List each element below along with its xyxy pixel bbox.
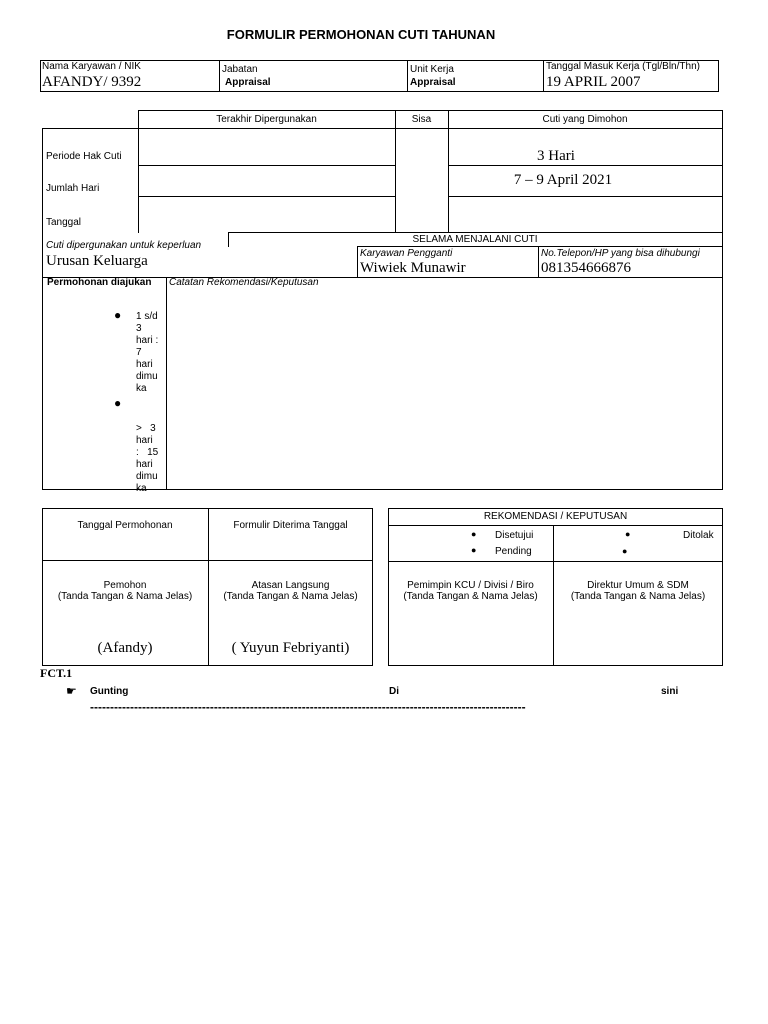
pemohon-name[interactable]: (Afandy) bbox=[97, 640, 153, 656]
cut-line: ------------------------------------------------------------------------------------------------------------- bbox=[90, 700, 526, 714]
nama-value[interactable]: AFANDY/ 9392 bbox=[42, 74, 142, 90]
rule-2-bullet-icon: ● bbox=[114, 396, 122, 410]
tanggal-masuk-value[interactable]: 19 APRIL 2007 bbox=[546, 74, 641, 90]
rule-1-text: 1 s/d 3 hari : 7 hari dimu ka bbox=[136, 311, 159, 394]
pengganti-label: Karyawan Pengganti bbox=[360, 248, 453, 259]
dimohon-tanggal-value[interactable]: 7 – 9 April 2021 bbox=[513, 172, 613, 188]
decision-header: REKOMENDASI / KEPUTUSAN bbox=[483, 511, 628, 522]
rule-2-text: > 3 hari : 15 hari dimu ka bbox=[136, 423, 159, 494]
direktur-role: Direktur Umum & SDM bbox=[587, 580, 689, 591]
nama-label: Nama Karyawan / NIK bbox=[42, 61, 141, 72]
cut-word-di: Di bbox=[389, 686, 399, 697]
dimohon-hari-value[interactable]: 3 Hari bbox=[537, 148, 575, 164]
catatan-label: Catatan Rekomendasi/Keputusan bbox=[169, 277, 319, 288]
pemohon-tanda-tangan: (Tanda Tangan & Nama Jelas) bbox=[57, 591, 193, 602]
form-code: FCT.1 bbox=[40, 666, 73, 680]
direktur-tanda-tangan: (Tanda Tangan & Nama Jelas) bbox=[570, 591, 706, 602]
form-title: FORMULIR PERMOHONAN CUTI TAHUNAN bbox=[226, 27, 496, 42]
rule-1-bullet-icon: ● bbox=[114, 308, 122, 322]
unit-label: Unit Kerja bbox=[410, 64, 454, 75]
permohonan-label: Permohonan diajukan bbox=[47, 277, 152, 288]
unit-value[interactable]: Appraisal bbox=[410, 77, 456, 88]
jabatan-label: Jabatan bbox=[222, 64, 258, 75]
row-tanggal-label: Tanggal bbox=[46, 217, 82, 228]
col-dimohon-header: Cuti yang Dimohon bbox=[542, 114, 628, 125]
selama-label: SELAMA MENJALANI CUTI bbox=[412, 234, 538, 245]
ditolak-bullet-icon[interactable]: ● bbox=[625, 529, 631, 539]
keperluan-value[interactable]: Urusan Keluarga bbox=[46, 253, 148, 269]
telepon-label: No.Telepon/HP yang bisa dihubungi bbox=[541, 248, 700, 259]
atasan-role: Atasan Langsung bbox=[251, 580, 330, 591]
formulir-diterima-label: Formulir Diterima Tanggal bbox=[233, 520, 348, 531]
col-terakhir-header: Terakhir Dipergunakan bbox=[216, 114, 317, 125]
disetujui-label: Disetujui bbox=[495, 530, 534, 541]
pemohon-role: Pemohon bbox=[103, 580, 147, 591]
jabatan-value[interactable]: Appraisal bbox=[225, 77, 271, 88]
cut-word-gunting: Gunting bbox=[90, 686, 129, 697]
disetujui-bullet-icon[interactable]: ● bbox=[471, 529, 477, 539]
pending-label: Pending bbox=[495, 546, 532, 557]
tanggal-permohonan-label: Tanggal Permohonan bbox=[77, 520, 173, 531]
col-sisa-header: Sisa bbox=[411, 114, 432, 125]
pending-bullet-icon[interactable]: ● bbox=[471, 545, 477, 555]
row-periode-label: Periode Hak Cuti bbox=[46, 151, 122, 162]
tanggal-masuk-label: Tanggal Masuk Kerja (Tgl/Bln/Thn) bbox=[546, 61, 700, 72]
empty-option-bullet-icon[interactable]: ● bbox=[622, 546, 628, 556]
ditolak-label: Ditolak bbox=[683, 530, 714, 541]
pemimpin-role: Pemimpin KCU / Divisi / Biro bbox=[407, 580, 534, 591]
row-jumlah-label: Jumlah Hari bbox=[46, 183, 100, 194]
telepon-value[interactable]: 081354666876 bbox=[541, 260, 631, 276]
keperluan-label: Cuti dipergunakan untuk keperluan bbox=[46, 240, 202, 251]
pengganti-value[interactable]: Wiwiek Munawir bbox=[360, 260, 466, 276]
scissors-hand-icon: ☛ bbox=[66, 684, 77, 698]
cut-word-sini: sini bbox=[661, 686, 679, 697]
pemimpin-tanda-tangan: (Tanda Tangan & Nama Jelas) bbox=[403, 591, 538, 602]
atasan-name[interactable]: ( Yuyun Febriyanti) bbox=[231, 640, 350, 656]
atasan-tanda-tangan: (Tanda Tangan & Nama Jelas) bbox=[223, 591, 358, 602]
